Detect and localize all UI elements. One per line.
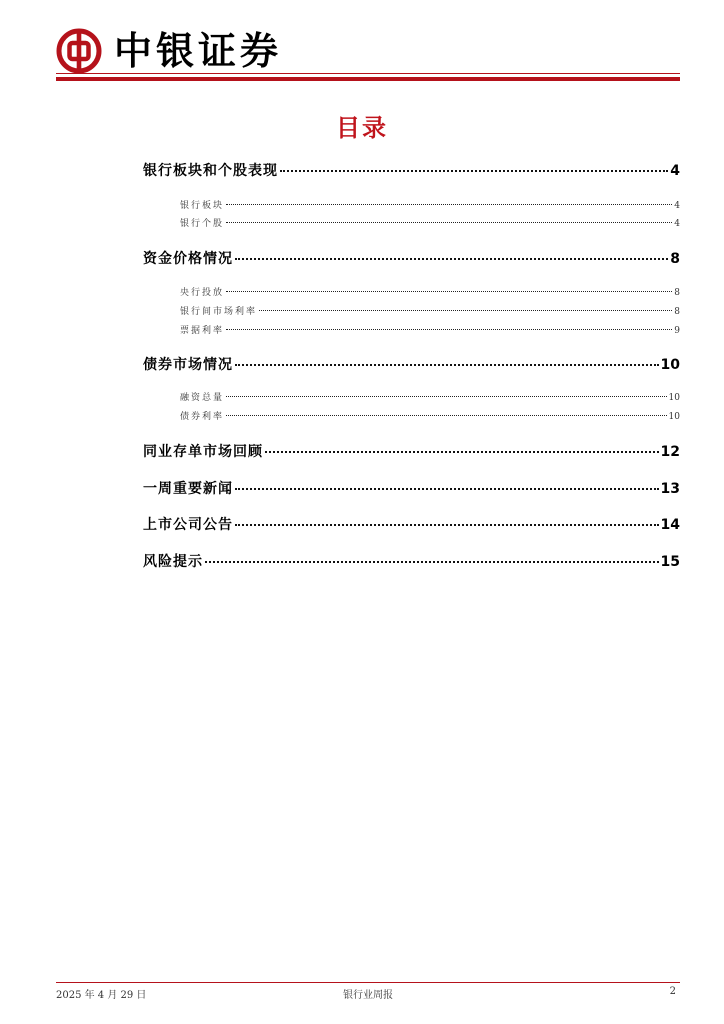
toc-entry-bond-rates[interactable] xyxy=(180,409,680,422)
toc-leader-dots xyxy=(235,258,668,260)
footer-rule xyxy=(56,982,680,983)
footer-date: 2025 年 4 月 29 日 xyxy=(56,990,147,1001)
toc-entry-label: 银行间市场利率 xyxy=(180,307,258,317)
toc-leader-dots xyxy=(235,364,659,366)
toc-entry-page: 4 xyxy=(670,163,680,179)
toc-entry-page: 10 xyxy=(668,393,680,403)
toc-entry-label: 央行投放 xyxy=(180,288,225,298)
toc-entry-label: 债券利率 xyxy=(180,412,225,422)
toc-leader-dots xyxy=(226,396,667,397)
toc-entry-risk-warning[interactable] xyxy=(143,551,680,571)
toc-entry-bank-stocks[interactable] xyxy=(180,216,680,229)
toc-entry-page: 8 xyxy=(674,307,680,317)
toc-entry-label: 上市公司公告 xyxy=(143,517,233,533)
header-rule xyxy=(56,77,680,81)
toc-entry-label: 同业存单市场回顾 xyxy=(143,444,263,460)
toc-entry-label: 融资总量 xyxy=(180,393,225,403)
toc-entry-page: 9 xyxy=(674,326,680,336)
brand-name: 中银证券 xyxy=(114,28,283,73)
toc-entry-label: 风险提示 xyxy=(143,554,203,570)
toc-entry-bank-sector[interactable] xyxy=(180,198,680,211)
toc-leader-dots xyxy=(226,329,672,330)
toc-entry-page: 8 xyxy=(670,251,680,267)
toc-entry-page: 10 xyxy=(660,357,680,373)
toc-leader-dots xyxy=(235,488,659,490)
toc-entry-page: 8 xyxy=(674,288,680,298)
toc-entry-bond-market[interactable] xyxy=(143,354,680,374)
toc-entry-page: 10 xyxy=(668,412,680,422)
toc-entry-page: 4 xyxy=(674,201,680,211)
toc-entry-total-financing[interactable] xyxy=(180,390,680,403)
toc-entry-label: 资金价格情况 xyxy=(143,251,233,267)
toc-entry-interbank-rates[interactable] xyxy=(180,304,680,317)
toc-entry-page: 15 xyxy=(660,554,680,570)
header-rule-thin xyxy=(56,73,680,74)
toc-entry-bill-rates[interactable] xyxy=(180,323,680,336)
toc-title: 目录 xyxy=(336,114,388,142)
toc-entry-page: 13 xyxy=(660,481,680,497)
toc-entry-label: 银行板块 xyxy=(180,201,225,211)
toc-entry-weekly-news[interactable] xyxy=(143,478,680,498)
bank-of-china-logo-icon xyxy=(56,28,102,74)
page-header xyxy=(56,26,680,84)
page-footer xyxy=(56,986,680,1000)
toc-entry-page: 14 xyxy=(660,517,680,533)
toc-entry-company-announcements[interactable] xyxy=(143,514,680,534)
toc-entry-funding-prices[interactable] xyxy=(143,248,680,268)
toc-leader-dots xyxy=(226,222,672,223)
toc-entry-page: 4 xyxy=(674,219,680,229)
toc-leader-dots xyxy=(265,451,659,453)
toc-entry-page: 12 xyxy=(660,444,680,460)
toc-leader-dots xyxy=(226,204,672,205)
toc-entry-ncd-market[interactable] xyxy=(143,441,680,461)
toc-entry-label: 银行板块和个股表现 xyxy=(143,163,278,179)
toc-entry-bank-sector-stocks[interactable] xyxy=(143,160,680,180)
toc-leader-dots xyxy=(205,561,659,563)
toc-leader-dots xyxy=(226,291,672,292)
toc-leader-dots xyxy=(226,415,667,416)
toc-entry-label: 票据利率 xyxy=(180,326,225,336)
toc-entry-label: 债券市场情况 xyxy=(143,357,233,373)
toc-leader-dots xyxy=(259,310,672,311)
toc-entry-label: 银行个股 xyxy=(180,219,225,229)
footer-page-number: 2 xyxy=(669,986,676,997)
toc-entry-central-bank-injection[interactable] xyxy=(180,285,680,298)
toc-entry-label: 一周重要新闻 xyxy=(143,481,233,497)
toc-leader-dots xyxy=(280,170,668,172)
toc-leader-dots xyxy=(235,524,659,526)
footer-report-name: 银行业周报 xyxy=(343,990,393,1001)
